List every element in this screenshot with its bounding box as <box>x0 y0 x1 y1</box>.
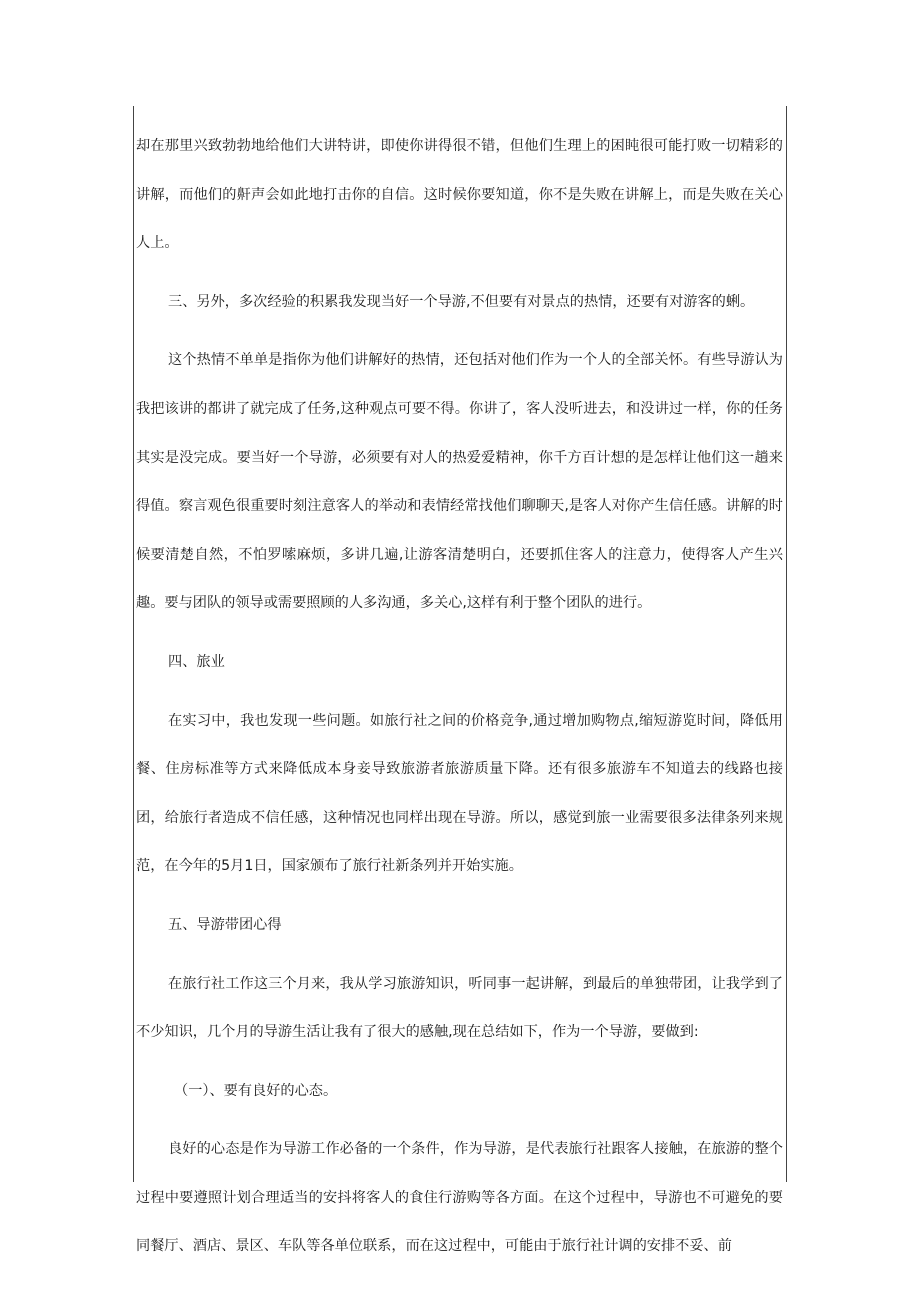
paragraph-guide-experience: 在旅行社工作这三个月来，我从学习旅游知识，听同事一起讲解，到最后的单独带团，让我学到了不少知识，几个月的导游生活让我有了很大的感触,现在总结如下，作为一个导游，要做到: <box>136 975 783 1041</box>
left-margin-rule <box>133 106 134 1182</box>
section-four-heading: 四、旅业 <box>168 653 225 670</box>
section-five-heading: 五、导游带团心得 <box>168 916 282 933</box>
section-three-heading: 三、另外，多次经验的积累我发现当好一个导游,不但要有对景点的热情，还要有对游客的蜊。 <box>168 293 755 310</box>
paragraph-enthusiasm: 这个热情不单单是指你为他们讲解好的热情，还包括对他们作为一个人的全部关怀。有些导游认为我把该讲的都讲了就完成了任务,这种观点可要不得。你讲了，客人没听进去，和没讲过一样，你的任务其实是没完成。要当好一个导游，必须要有对人的热爱爱精神，你千方百计想的是怎样让他们这一趟来得值。察言观色很重要时刻注意客人的举动和表情经常找他们聊聊天,是客人对你产生信任感。讲解的时候要清楚自然，不怕罗嗦麻烦，多讲几遍,让游客清楚明白，还要抓住客人的注意力，使得客人产生兴趣。要与团队的领导或需要照顾的人多沟通，多关心,这样有利于整个团队的进行。 <box>136 352 783 612</box>
subsection-one-heading: （一）、要有良好的心态。 <box>174 1082 338 1099</box>
paragraph-continuation: 却在那里兴致勃勃地给他们大讲特讲，即使你讲得很不错，但他们生理上的困盹很可能打败一切精彩的讲解，而他们的鼾声会如此地打击你的自信。这时候你要知道，你不是失败在讲解上，而是失败在关心人上。 <box>136 138 783 252</box>
paragraph-industry-issues: 在实习中，我也发现一些问题。如旅行社之间的价格竞争,通过增加购物点,缩短游览时间，降低用餐、住房标准等方式来降低成本身妾导致旅游者旅游质量下降。还有很多旅游车不知道去的线路也接团，给旅行者造成不信任感，这种情况也同样出现在导游。所以，感觉到旅一业需要很多法律条列来规范，在今年的5月1日，国家颁布了旅行社新条列并开始实施。 <box>136 712 783 875</box>
paragraph-good-attitude: 良好的心态是作为导游工作必备的一个条件，作为导游，是代表旅行社跟客人接触，在旅游的整个过程中要遵照计划合理适当的安抖将客人的食住行游购等各方面。在这个过程中，导游也不可避免的要同餐厅、酒店、景区、车队等各单位联系，而在这过程中，可能由于旅行社计调的安排不妥、前 <box>136 1141 783 1255</box>
right-margin-rule <box>786 106 787 1182</box>
document-body <box>136 122 783 1281</box>
